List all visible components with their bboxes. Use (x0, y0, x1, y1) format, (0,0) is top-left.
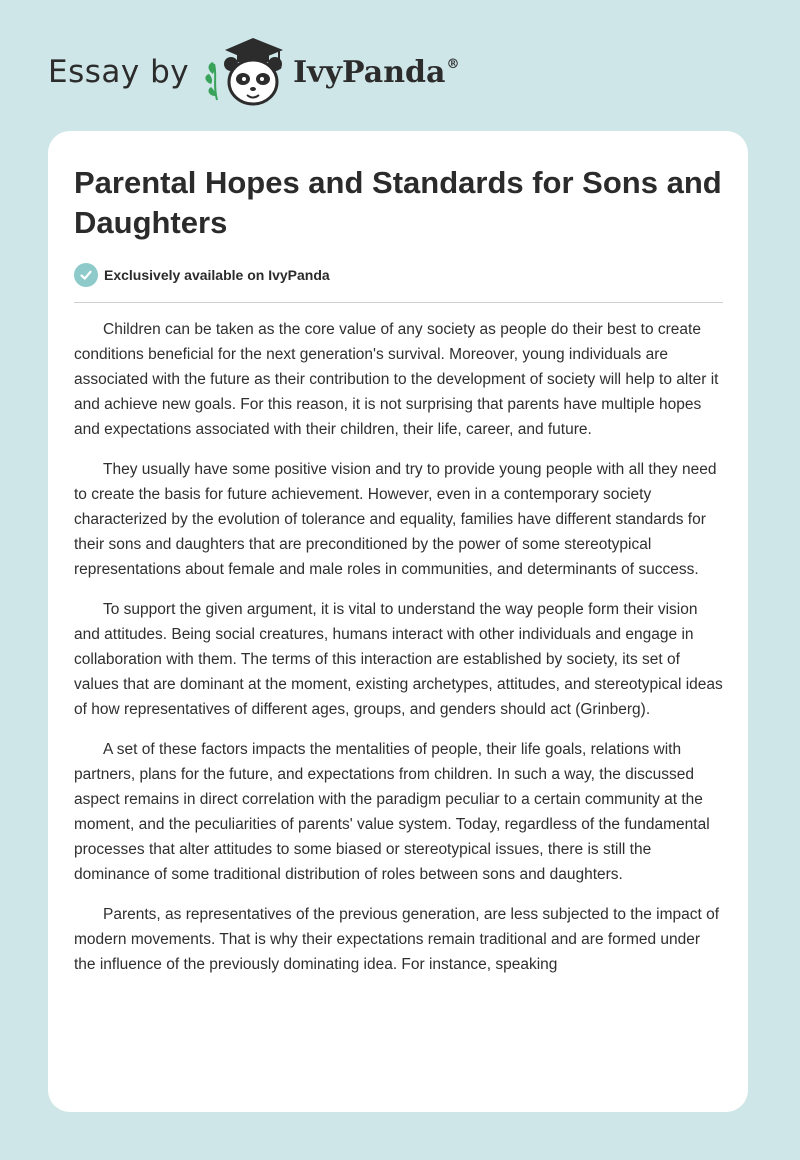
page-title: Parental Hopes and Standards for Sons and Daughters (74, 165, 722, 240)
exclusive-badge (74, 263, 330, 287)
paragraph: They usually have some positive vision and try to provide young people with all they need to create the basis for future achievement. However, even in a contemporary society characterized by the evolution of tolerance and equality, families have different standards for their sons and daughters that are preconditioned by the power of some stereotypical representations about female and male roles in communities, and determinants of success. (74, 461, 717, 578)
paragraph: Children can be taken as the core value of any society as people do their best to create conditions beneficial for the next generation's survival. Moreover, young individuals are associated with the future as their contribution to the development of society will help to alter it and achieve new goals. For this reason, it is not surprising that parents have multiple hopes and expectations associated with their children, their life, career, and future. (74, 321, 719, 438)
check-icon (74, 263, 98, 287)
essay-card (48, 131, 748, 1112)
badge-label: Exclusively available on IvyPanda (104, 267, 330, 283)
registered-mark: ® (446, 56, 460, 72)
site-header (48, 34, 459, 110)
essay-by-label: Essay by (48, 54, 190, 90)
panda-graduate-icon[interactable] (201, 34, 289, 110)
divider (74, 302, 723, 303)
paragraph: To support the given argument, it is vital to understand the way people form their vision and attitudes. Being social creatures, humans interact with other individuals and engage in collaboration with them. The terms of this interaction are established by society, its set of values that are dominant at the moment, existing archetypes, attitudes, and stereotypical ideas of how representatives of different ages, groups, and genders should act (Grinberg). (74, 601, 723, 718)
paragraph: A set of these factors impacts the mentalities of people, their life goals, relations with partners, plans for the future, and expectations from children. In such a way, the discussed aspect remains in direct correlation with the paradigm peculiar to a certain community at the moment, and the peculiarities of parents' value system. Today, regardless of the fundamental processes that alter attitudes to some biased or stereotypical issues, there is still the dominance of some traditional distribution of roles between sons and daughters. (74, 741, 710, 883)
paragraph: Parents, as representatives of the previous generation, are less subjected to the impact of modern movements. That is why their expectations remain traditional and are formed under the influence of the previously dominating idea. For instance, speaking (74, 906, 720, 973)
brand-name[interactable]: IvyPanda® (293, 54, 460, 90)
essay-body (74, 317, 724, 992)
